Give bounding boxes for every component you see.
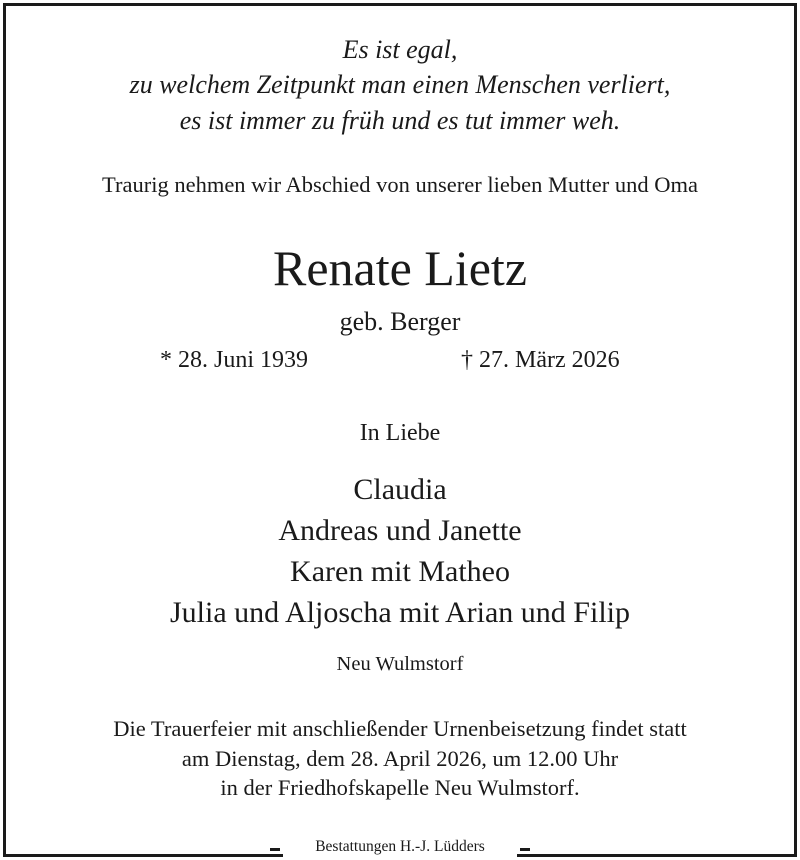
intro-text: Traurig nehmen wir Abschied von unserer lieben Mutter und Oma [102,172,698,197]
mourner-line-1: Claudia [353,473,447,506]
footer-rule-right [520,848,530,851]
undertaker-name: Bestattungen H.-J. Lüdders [315,838,485,855]
service-line-1: Die Trauerfeier mit anschließender Urnenbeisetzung findet statt [113,716,687,741]
service-line-2: am Dienstag, dem 28. April 2026, um 12.00 Uhr [181,746,619,771]
birth-date: * 28. Juni 1939 [160,347,309,373]
mourner-line-3: Karen mit Matheo [290,555,510,588]
verse-line-1: Es ist egal, [342,35,458,64]
death-date: † 27. März 2026 [461,347,620,373]
verse-line-3: es ist immer zu früh und es tut immer weh. [179,106,621,135]
verse-line-2: zu welchem Zeitpunkt man einen Menschen verliert, [129,70,671,99]
footer-rule-left [270,848,280,851]
mourners-place: Neu Wulmstorf [336,653,464,675]
deceased-name: Renate Lietz [272,240,528,296]
mourner-line-2: Andreas und Janette [278,514,522,547]
mourner-line-4: Julia und Aljoscha mit Arian und Filip [170,596,630,629]
mourners-heading: In Liebe [359,420,441,446]
service-line-3: in der Friedhofskapelle Neu Wulmstorf. [220,775,580,800]
maiden-name: geb. Berger [339,307,461,336]
